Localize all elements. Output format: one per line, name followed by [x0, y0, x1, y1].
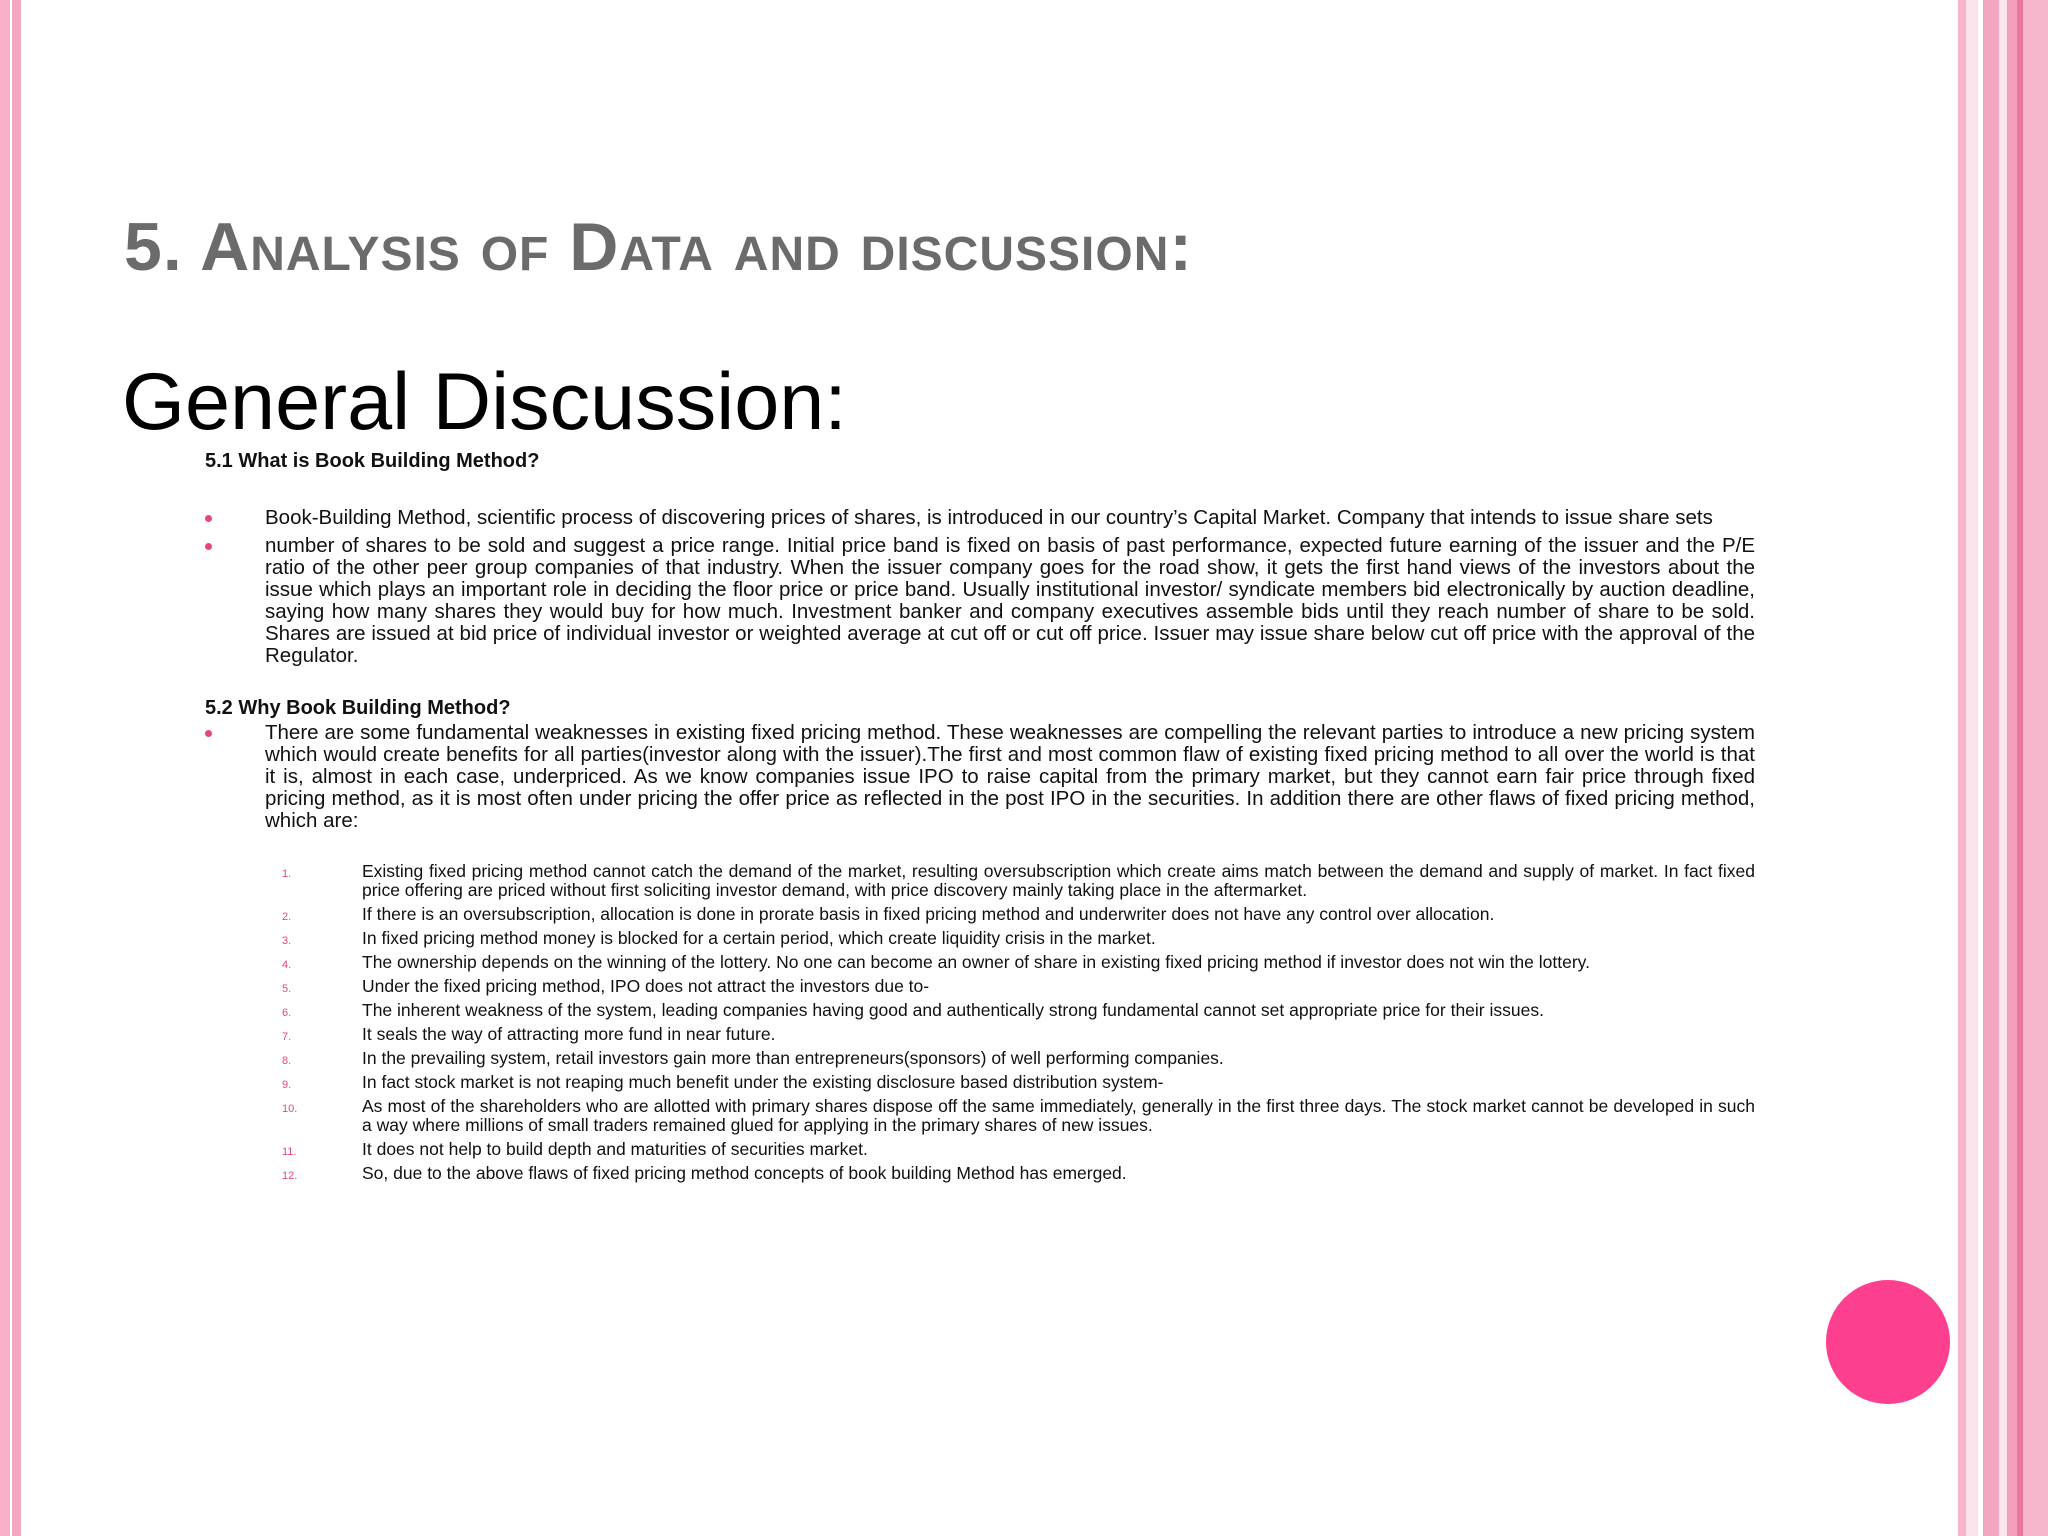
list-number: 11. — [282, 1146, 297, 1158]
bullet-dot-icon — [205, 543, 212, 550]
list-number: 4. — [282, 959, 292, 971]
list-number: 12. — [282, 1170, 298, 1182]
list-number: 5. — [282, 983, 292, 995]
bullet-text: Book-Building Method, scientific process of discovering prices of shares, is introduced in our country’s Capital Market. Company that intends to issue share sets — [265, 506, 1713, 529]
list-item-text: Under the fixed pricing method, IPO does not attract the investors due to- — [362, 976, 930, 996]
list-item — [282, 1072, 1755, 1092]
bullet-dot-icon — [205, 730, 212, 737]
list-item — [282, 1000, 1755, 1020]
section-heading: 5.2 Why Book Building Method? — [205, 697, 511, 719]
list-item-text: The ownership depends on the winning of the lottery. No one can become an owner of share in existing fixed pricing method if investor does not win the lottery. — [362, 952, 1590, 972]
list-item-text: In fact stock market is not reaping much benefit under the existing disclosure based distribution system- — [362, 1072, 1164, 1092]
list-item-text: It does not help to build depth and maturities of securities market. — [362, 1139, 868, 1159]
list-item — [282, 861, 1755, 900]
list-number: 6. — [282, 1007, 292, 1019]
list-number: 3. — [282, 935, 292, 947]
list-item — [282, 1139, 1755, 1159]
list-item-text: In fixed pricing method money is blocked for a certain period, which create liquidity crisis in the market. — [362, 928, 1156, 948]
list-item-text: It seals the way of attracting more fund in near future. — [362, 1024, 776, 1044]
right-frame-bar — [1958, 0, 1966, 1536]
left-frame-bar-inner — [12, 0, 21, 1536]
list-item — [282, 928, 1755, 948]
list-item — [282, 976, 1755, 996]
list-number: 2. — [282, 911, 292, 923]
list-item-text: If there is an oversubscription, allocation is done in prorate basis in fixed pricing method and underwriter does not have any control over allocation. — [362, 904, 1495, 924]
list-number: 1. — [282, 868, 292, 880]
bullet-dot-icon — [205, 515, 212, 522]
list-item — [282, 1096, 1755, 1135]
numbered-list — [205, 862, 1755, 1183]
right-frame-bar — [1999, 0, 2007, 1536]
right-frame-bar — [1983, 0, 1999, 1536]
list-number: 10. — [282, 1103, 298, 1115]
right-frame-bar — [1966, 0, 1978, 1536]
list-item-text: The inherent weakness of the system, leading companies having good and authentically strong fundamental cannot set appropriate price for their issues. — [362, 1000, 1544, 1020]
list-item — [282, 904, 1755, 924]
slide-title: 5. Analysis of Data and discussion: — [124, 209, 1194, 285]
decorative-pink-circle — [1826, 1280, 1950, 1404]
list-item — [282, 1024, 1755, 1044]
slide-body — [205, 450, 1755, 1188]
slide-subtitle: General Discussion: — [122, 357, 847, 447]
bullet-text: number of shares to be sold and suggest a price range. Initial price band is fixed on basis of past performance, expected future earning of the issuer and the P/E ratio of the other peer group companies of that industry. When the issuer company goes for the road show, it gets the first hand views of the investors about the issue which plays an important role in deciding the floor price or price band. Usually institutional investor/ syndicate members bid electronically by auction deadline, saying how many shares they would buy for how much. Investment banker and company executives assemble bids until they reach number of share to be sold. Shares are issued at bid price of individual investor or weighted average at cut off or cut off price. Issuer may issue share below cut off price with the approval of the Regulator. — [265, 534, 1755, 667]
list-item-text: In the prevailing system, retail investors gain more than entrepreneurs(sponsors) of well performing companies. — [362, 1048, 1224, 1068]
list-item — [282, 952, 1755, 972]
list-item — [282, 1048, 1755, 1068]
right-frame-bar — [2023, 0, 2048, 1536]
bullet-text: There are some fundamental weaknesses in existing fixed pricing method. These weaknesses are compelling the relevant parties to introduce a new pricing system which would create benefits for all parties(investor along with the issuer).The first and most common flaw of existing fixed pricing method to all over the world is that it is, almost in each case, underpriced. As we know companies issue IPO to raise capital from the primary market, but they cannot earn fair price through fixed pricing method, as it is most often under pricing the offer price as reflected in the post IPO in the securities. In addition there are other flaws of fixed pricing method, which are: — [265, 721, 1755, 832]
list-item-text: As most of the shareholders who are allotted with primary shares dispose off the same immediately, generally in the first three days. The stock market cannot be developed in such a way where millions of small traders remained glued for applying in the primary shares of new issues. — [362, 1096, 1755, 1135]
section-heading: 5.1 What is Book Building Method? — [205, 450, 540, 472]
list-item-text: Existing fixed pricing method cannot catch the demand of the market, resulting oversubscription which create aims match between the demand and supply of market. In fact fixed price offering are priced without first soliciting investor demand, with price discovery mainly taking place in the aftermarket. — [362, 861, 1755, 900]
bullet-item — [205, 507, 1755, 529]
list-item-text: So, due to the above flaws of fixed pricing method concepts of book building Method has emerged. — [362, 1163, 1127, 1183]
bullet-item — [205, 535, 1755, 667]
list-number: 7. — [282, 1031, 292, 1043]
list-number: 8. — [282, 1055, 292, 1067]
list-number: 9. — [282, 1079, 292, 1091]
left-frame-bar-outer — [0, 0, 10, 1536]
right-frame-bar — [2007, 0, 2017, 1536]
list-item — [282, 1163, 1755, 1183]
bullet-item — [205, 722, 1755, 832]
